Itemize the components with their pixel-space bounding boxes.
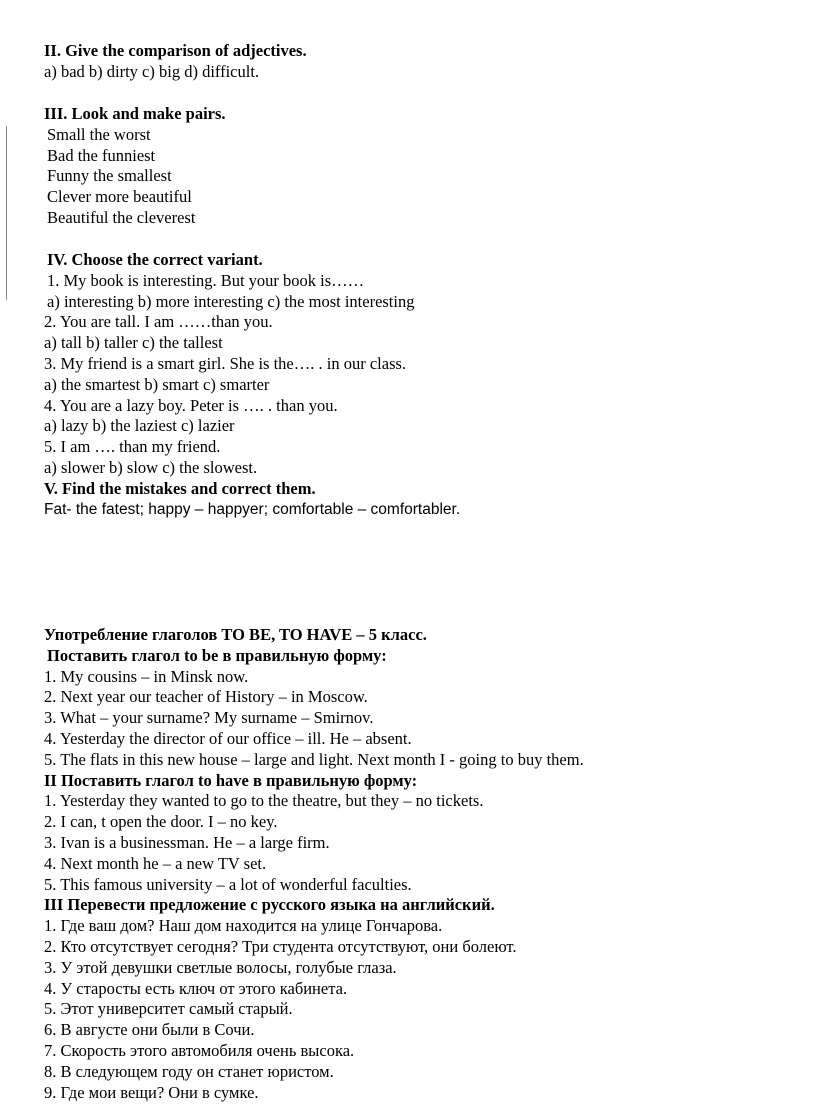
exercise-line: a) lazy b) the laziest c) lazier — [44, 416, 235, 436]
task-3-item: 7. Скорость этого автомобиля очень высока. — [44, 1040, 355, 1060]
task-1-item: 3. What – your surname? My surname – Smirnov. — [44, 708, 374, 728]
task-1-item: 1. My cousins – in Minsk now. — [44, 666, 249, 686]
section-comparison — [44, 41, 784, 83]
part-b-title: Употребление глаголов TO BE, TO HAVE – 5 класс. — [44, 625, 427, 644]
exercise-line: 2. You are tall. I am ……than you. — [44, 312, 273, 332]
task-3-heading: III Перевести предложение с русского языка на английский. — [44, 895, 495, 915]
exercise-line: 1. My book is interesting. But your book is…… — [47, 270, 365, 290]
pair-item: Bad the funniest — [47, 145, 156, 165]
task-3-item: 3. У этой девушки светлые волосы, голубые глаза. — [44, 957, 397, 977]
task-3-item: 6. В августе они были в Сочи. — [44, 1020, 255, 1040]
task-2-item: 4. Next month he – a new TV set. — [44, 853, 267, 873]
task-2-item: 5. This famous university – a lot of wonderful faculties. — [44, 874, 412, 894]
section-5-heading: V. Find the mistakes and correct them. — [44, 478, 316, 498]
exercise-line: a) the smartest b) smart c) smarter — [44, 374, 270, 394]
section-to-be-to-have — [44, 625, 784, 1103]
section-3-heading: III. Look and make pairs. — [44, 104, 226, 123]
task-3-item: 9. Где мои вещи? Они в сумке. — [44, 1082, 259, 1102]
exercise-line: 3. My friend is a smart girl. She is the…. . in our class. — [44, 353, 407, 373]
section-4-heading: IV. Choose the correct variant. — [47, 250, 263, 269]
section-2-options: a) bad b) dirty c) big d) difficult. — [44, 61, 260, 81]
exercise-line: 4. You are a lazy boy. Peter is …. . than you. — [44, 395, 338, 415]
task-3-item: 5. Этот университет самый старый. — [44, 999, 293, 1019]
exercise-line: a) tall b) taller c) the tallest — [44, 333, 223, 353]
task-1-heading: Поставить глагол to be в правильную форму: — [47, 645, 387, 665]
task-3-item: 4. У старосты есть ключ от этого кабинета. — [44, 978, 348, 998]
pair-item: Clever more beautiful — [47, 187, 192, 207]
exercise-line: 5. I am …. than my friend. — [44, 437, 221, 457]
pair-item: Funny the smallest — [47, 166, 172, 186]
section-pairs — [44, 104, 784, 229]
task-2-item: 3. Ivan is a businessman. He – a large firm. — [44, 832, 330, 852]
section-2-heading: II. Give the comparison of adjectives. — [44, 41, 307, 60]
task-1-item: 4. Yesterday the director of our office – ill. He – absent. — [44, 728, 412, 748]
exercise-line: a) slower b) slow c) the slowest. — [44, 457, 258, 477]
task-1-item: 5. The flats in this new house – large and light. Next month I - going to buy them. — [44, 749, 584, 769]
exercise-line: a) interesting b) more interesting c) the most interesting — [47, 291, 415, 311]
task-3-item: 1. Где ваш дом? Наш дом находится на улице Гончарова. — [44, 916, 443, 936]
pair-item: Small the worst — [47, 124, 151, 144]
task-3-item: 8. В следующем году он станет юристом. — [44, 1061, 334, 1081]
task-2-item: 2. I can, t open the door. I – no key. — [44, 812, 278, 832]
mistakes-text: Fat- the fatest; happy – happyer; comfortable – comfortabler. — [44, 500, 461, 518]
task-3-item: 2. Кто отсутствует сегодня? Три студента отсутствуют, они болеют. — [44, 936, 517, 956]
task-1-item: 2. Next year our teacher of History – in Moscow. — [44, 687, 368, 707]
pair-item: Beautiful the cleverest — [47, 207, 196, 227]
margin-rule — [6, 126, 7, 300]
task-2-item: 1. Yesterday they wanted to go to the theatre, but they – no tickets. — [44, 791, 484, 811]
section-choose-variant — [44, 250, 784, 520]
task-2-heading: II Поставить глагол to have в правильную форму: — [44, 770, 418, 790]
